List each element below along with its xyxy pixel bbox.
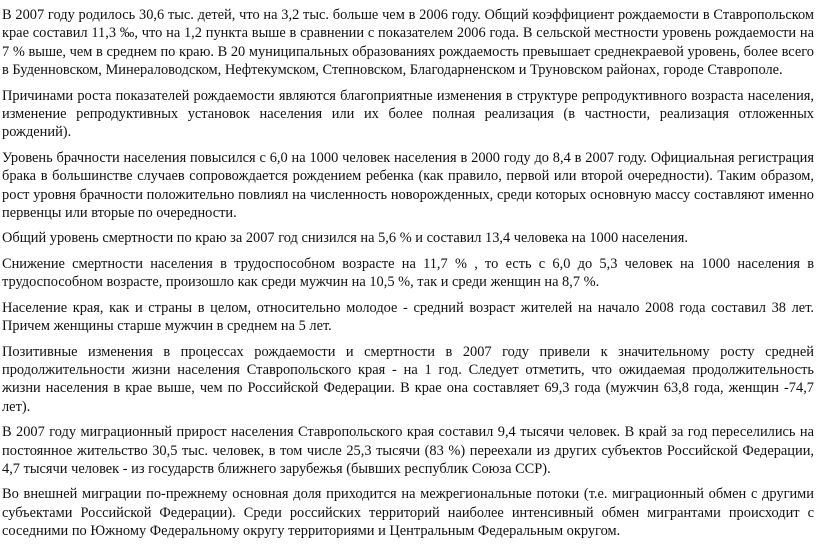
paragraph-working-age-mortality: Снижение смертности населения в трудоспособном возрасте на 11,7 % , то есть с 6,0 до 5,3 человек на 1000 населения в трудоспособном возрасте, произошло как среди мужчин на 10,5 %, так и среди женщин на 8,7 %. (2, 255, 814, 291)
paragraph-life-expectancy: Позитивные изменения в процессах рождаемости и смертности в 2007 году привели к значительному росту средней продолжительности жизни населения Ставропольского края - на 1 год. Следует отметить, что ожидаемая продолжительность жизни населения в крае выше, чем по Российской Федерации. В крае она составляет 69,3 года (мужчин 63,8 года, женщин -74,7 лет). (2, 343, 814, 415)
paragraph-external-migration: Во внешней миграции по-прежнему основная доля приходится на межрегиональные потоки (т.е. миграционный обмен с другими субъектами Российской Федерации). Среди российских территорий наиболее интенсивный обмен мигрантами происходит с соседними по Южному Федеральному округу территориями и Центральным Федеральным округом. (2, 486, 814, 540)
paragraph-marriage-rate: Уровень брачности населения повысился с 6,0 на 1000 человек населения в 2000 году до 8,4 в 2007 году. Официальная регистрация брака в большинстве случаев сопровождается рождением ребенка (как правило, первой или второй очередности). Таким образом, рост уровня брачности положительно повлиял на численность новорожденных, среди которых основную массу составляют именно первенцы или вторые по очередности. (2, 149, 814, 222)
paragraph-migration-growth: В 2007 году миграционный прирост населения Ставропольского края составил 9,4 тысячи человек. В край за год переселились на постоянное жительство 30,5 тыс. человек, в том числе 25,3 тысячи (83 %) переехали из других субъектов Российской Федерации, 4,7 тысячи человек - из государств ближнего зарубежья (бывших республик Союза ССР). (2, 424, 814, 477)
paragraph-median-age: Население края, как и страны в целом, относительно молодое - средний возраст жителей на начало 2008 года составил 38 лет. Причем женщины старше мужчин в среднем на 5 лет. (2, 299, 814, 335)
paragraph-mortality: Общий уровень смертности по краю за 2007 год снизился на 5,6 % и составил 13,4 человека на 1000 населения. (2, 230, 688, 247)
paragraph-birth-rate-causes: Причинами роста показателей рождаемости являются благоприятные изменения в структуре репродуктивного возраста населения, изменение репродуктивных установок населения или их более полная реализация (в частности, реализация отложенных рождений). (2, 87, 814, 141)
paragraph-birth-rate: В 2007 году родилось 30,6 тыс. детей, что на 3,2 тыс. больше чем в 2006 году. Общий коэффициент рождаемости в Ставропольском крае составил 11,3 ‰, что на 1,2 пункта выше в сравнении с показателем 2006 года. В сельской местности уровень рождаемости на 7 % выше, чем в среднем по краю. В 20 муниципальных образованиях рождаемость превышает среднекраевой уровень, более всего в Буденновском, Минераловодском, Нефтекумском, Степновском, Благодарненском и Труновском районах, городе Ставрополе. (2, 7, 814, 79)
